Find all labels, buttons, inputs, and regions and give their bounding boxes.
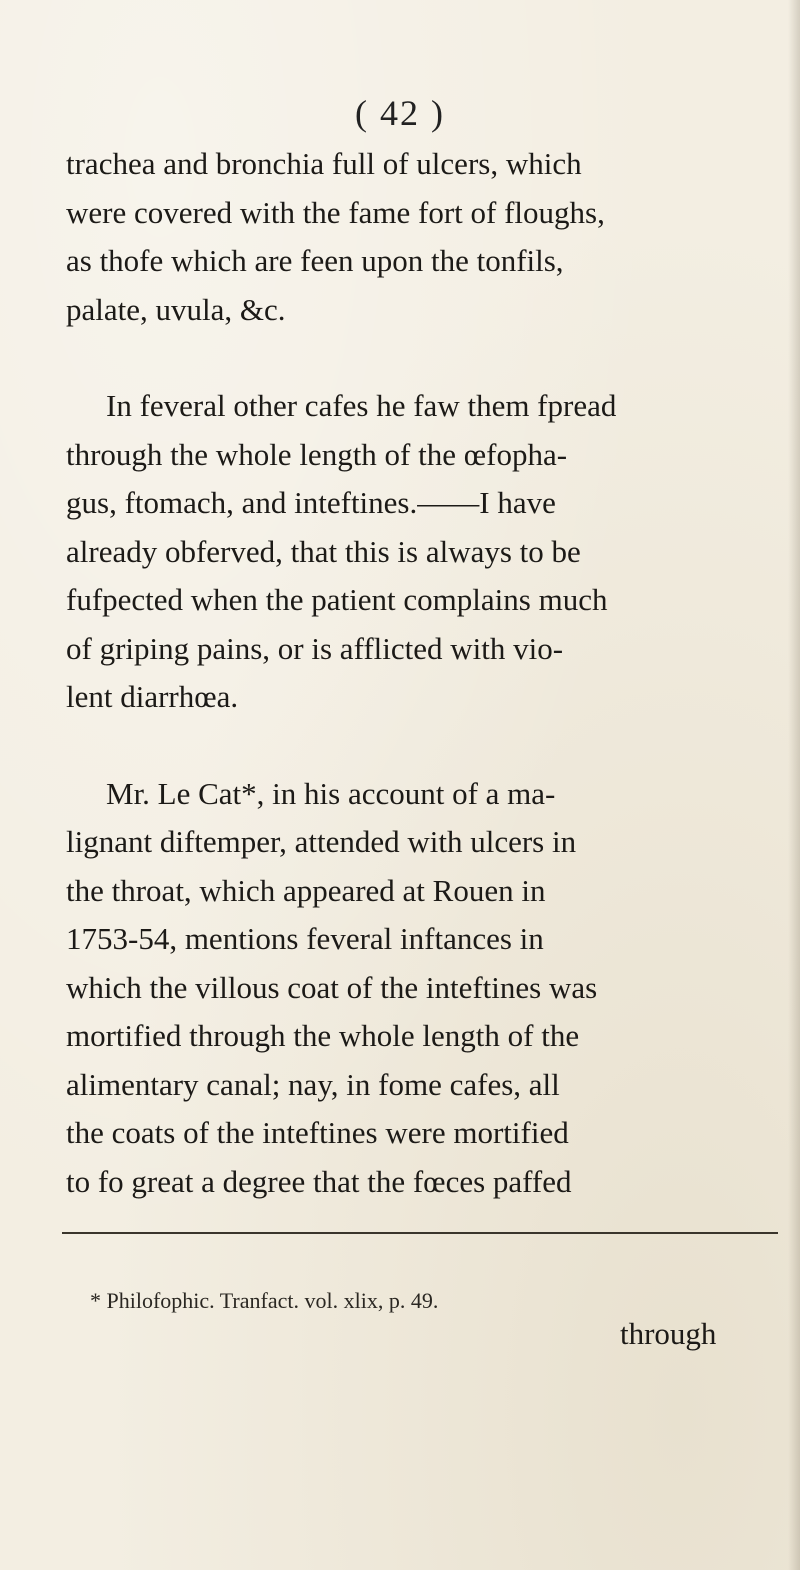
footnote-divider: [62, 1232, 778, 1234]
paragraph-1: [66, 140, 766, 334]
text-line: the coats of the inteftines were mortified: [66, 1115, 569, 1150]
text-line: mortified through the whole length of the: [66, 1018, 580, 1053]
text-line: In feveral other cafes he faw them fpread: [106, 388, 617, 423]
text-line: already obferved, that this is always to be: [66, 533, 581, 569]
text-line: lent diarrhœa.: [66, 679, 239, 714]
text-line: to fo great a degree that the fœces paffed: [66, 1163, 572, 1199]
text-line: 1753-54, mentions feveral inftances in: [66, 921, 544, 956]
page-number: ( 42 ): [355, 93, 445, 133]
catchword: through: [620, 1316, 717, 1351]
text-line: as thofe which are feen upon the tonfils,: [66, 243, 564, 278]
body-text: [66, 140, 766, 1206]
paragraph-2: [66, 382, 766, 722]
text-line: alimentary canal; nay, in fome cafes, all: [66, 1066, 560, 1102]
text-line: through the whole length of the œfopha-: [66, 436, 568, 472]
footnote: * Philofophic. Tranfact. vol. xlix, p. 49.: [90, 1288, 439, 1313]
paragraph-gap: [66, 722, 766, 770]
text-line: gus, ftomach, and inteftines.——I have: [66, 485, 556, 520]
text-line: the throat, which appeared at Rouen in: [66, 872, 546, 908]
page-edge-shadow: [788, 0, 800, 1570]
text-line: fufpected when the patient complains much: [66, 582, 608, 617]
text-line: trachea and bronchia full of ulcers, which: [66, 146, 582, 181]
paragraph-gap: [66, 334, 766, 382]
text-line: were covered with the fame fort of floughs,: [66, 194, 605, 230]
text-line: Mr. Le Cat*, in his account of a ma-: [106, 775, 556, 811]
paragraph-3: [66, 770, 766, 1207]
text-line: which the villous coat of the inteftines was: [66, 969, 598, 1005]
text-line: of griping pains, or is afflicted with vio-: [66, 630, 564, 666]
text-line: lignant diftemper, attended with ulcers in: [66, 824, 577, 859]
text-line: palate, uvula, &c.: [66, 291, 286, 327]
